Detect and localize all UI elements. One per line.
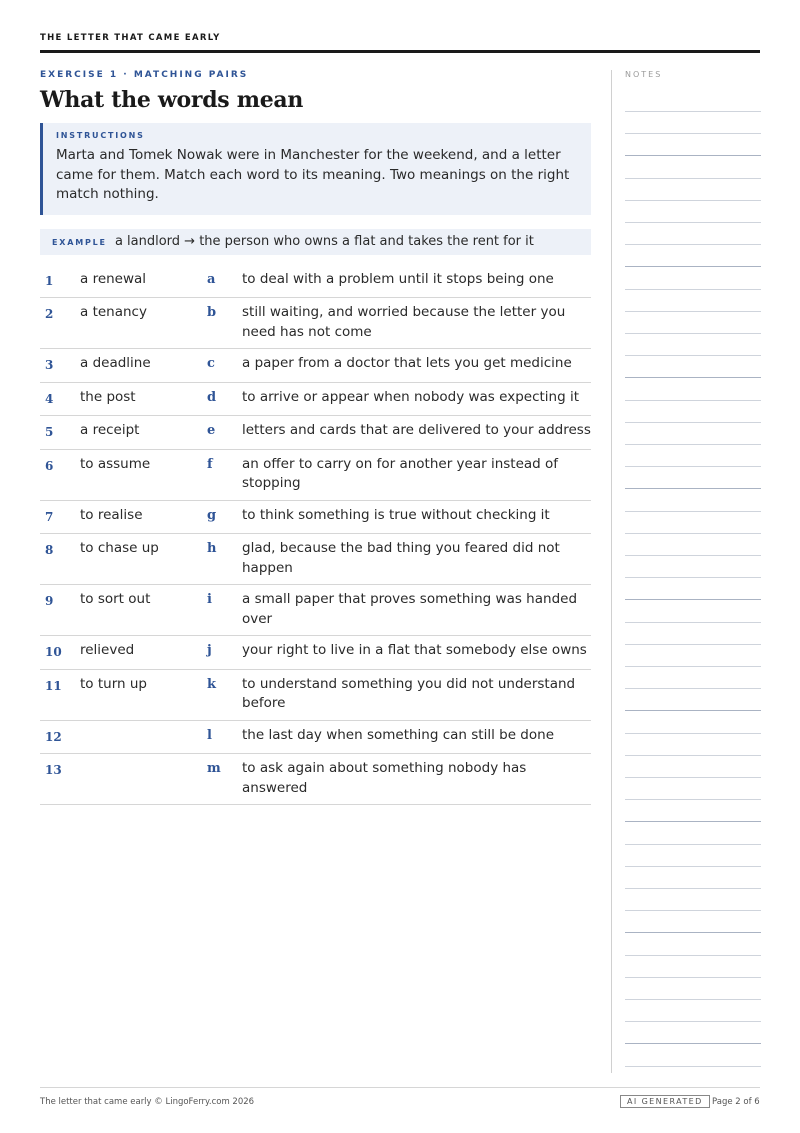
- exercise-eyebrow: EXERCISE 1 · MATCHING PAIRS: [40, 70, 249, 80]
- item-term: a renewal: [80, 270, 147, 287]
- item-number: 10: [45, 645, 62, 659]
- pair-row: [40, 636, 591, 670]
- note-line: [625, 688, 761, 689]
- item-number: 3: [45, 358, 54, 372]
- meaning-letter: l: [207, 727, 212, 743]
- item-term: a receipt: [80, 422, 140, 438]
- note-line: [625, 799, 761, 800]
- note-line: [625, 710, 761, 711]
- book-title: THE LETTER THAT CAME EARLY: [40, 33, 221, 43]
- note-line: [625, 355, 761, 356]
- note-line: [625, 733, 761, 734]
- meaning-text: to deal with a problem until it stops being one: [242, 270, 554, 287]
- note-line: [625, 444, 761, 445]
- item-term: a deadline: [80, 355, 151, 371]
- meaning-letter: a: [207, 271, 216, 287]
- note-line: [625, 311, 761, 312]
- pair-row: [40, 670, 591, 721]
- meaning-letter: f: [207, 456, 213, 472]
- note-line: [625, 377, 761, 378]
- pair-row: [40, 754, 591, 805]
- note-line: [625, 577, 761, 578]
- note-line: [625, 999, 761, 1000]
- pair-row: [40, 721, 591, 755]
- example-box: [40, 229, 591, 255]
- note-line: [625, 422, 761, 423]
- note-line: [625, 488, 761, 489]
- note-line: [625, 400, 761, 401]
- meaning-text: to understand something you did not understand before: [242, 675, 576, 711]
- note-line: [625, 622, 761, 623]
- meaning-letter: e: [207, 423, 216, 438]
- meaning-letter: i: [207, 592, 212, 607]
- instructions-text: Marta and Tomek Nowak were in Manchester for the weekend, and a letter came for them. Match each word to its meaning. Two meanings on the right match nothing.: [56, 147, 570, 202]
- pair-row: [40, 265, 591, 299]
- footer-rule: [40, 1087, 760, 1088]
- meaning-text: to ask again about something nobody has answered: [242, 760, 527, 796]
- note-line: [625, 555, 761, 556]
- note-line: [625, 777, 761, 778]
- pair-row: [40, 349, 591, 383]
- item-number: 11: [45, 678, 62, 693]
- meaning-text: a small paper that proves something was handed over: [242, 591, 578, 627]
- instructions-box: [40, 123, 591, 215]
- note-line: [625, 755, 761, 756]
- note-line: [625, 333, 761, 334]
- instructions-label: INSTRUCTIONS: [56, 131, 145, 140]
- note-line: [625, 1021, 761, 1022]
- item-number: 9: [45, 594, 54, 608]
- item-number: 13: [45, 763, 62, 777]
- pair-row: [40, 501, 591, 535]
- item-term: a tenancy: [80, 304, 147, 320]
- meaning-text: letters and cards that are delivered to your address: [242, 422, 591, 438]
- example-text: a landlord → the person who owns a flat and takes the rent for it: [114, 233, 534, 249]
- item-term: to assume: [80, 455, 151, 472]
- item-number: 6: [45, 458, 54, 473]
- note-line: [625, 1043, 761, 1044]
- page-title: What the words mean: [40, 87, 304, 113]
- meaning-letter: k: [207, 676, 217, 692]
- note-line: [625, 244, 761, 245]
- note-line: [625, 866, 761, 867]
- note-line: [625, 111, 761, 112]
- note-line: [625, 1066, 761, 1067]
- meaning-letter: d: [207, 389, 217, 405]
- item-number: 2: [45, 307, 54, 321]
- meaning-letter: b: [207, 305, 217, 320]
- item-term: to chase up: [80, 540, 159, 556]
- item-number: 4: [45, 391, 54, 406]
- meaning-text: a paper from a doctor that lets you get medicine: [242, 355, 572, 371]
- notes-label: NOTES: [625, 70, 663, 79]
- meaning-letter: j: [207, 643, 212, 658]
- meaning-text: your right to live in a flat that somebody else owns: [242, 642, 587, 658]
- pair-row: [40, 585, 591, 636]
- pair-row: [40, 416, 591, 450]
- meaning-text: to arrive or appear when nobody was expecting it: [242, 388, 579, 405]
- item-number: 5: [45, 425, 54, 439]
- note-line: [625, 533, 761, 534]
- item-term: to realise: [80, 506, 143, 523]
- note-line: [625, 821, 761, 822]
- page-number: Page 2 of 6: [712, 1097, 760, 1107]
- footer-copyright: The letter that came early © LingoFerry.com 2026: [40, 1097, 255, 1107]
- note-line: [625, 977, 761, 978]
- note-line: [625, 155, 761, 156]
- item-term: to sort out: [80, 591, 151, 607]
- note-line: [625, 222, 761, 223]
- pair-row: [40, 534, 591, 585]
- item-number: 8: [45, 543, 54, 557]
- matching-pairs-list: [40, 265, 591, 806]
- meaning-text: still waiting, and worried because the letter you need has not come: [242, 304, 566, 340]
- meaning-text: to think something is true without checking it: [242, 506, 550, 523]
- meaning-letter: c: [207, 356, 215, 371]
- pair-row: [40, 450, 591, 501]
- item-term: the post: [80, 388, 136, 405]
- item-number: 7: [45, 509, 54, 524]
- meaning-text: glad, because the bad thing you feared did not happen: [242, 540, 560, 576]
- note-line: [625, 133, 761, 134]
- note-line: [625, 178, 761, 179]
- note-line: [625, 932, 761, 933]
- note-line: [625, 644, 761, 645]
- note-line: [625, 844, 761, 845]
- note-line: [625, 666, 761, 667]
- meaning-letter: h: [207, 541, 217, 556]
- meaning-text: the last day when something can still be done: [242, 726, 554, 743]
- item-term: relieved: [80, 642, 135, 658]
- note-line: [625, 599, 761, 600]
- pair-row: [40, 298, 591, 349]
- note-line: [625, 955, 761, 956]
- note-line: [625, 289, 761, 290]
- note-line: [625, 200, 761, 201]
- exercise-panel: [40, 70, 591, 805]
- meaning-letter: m: [207, 761, 221, 776]
- note-line: [625, 888, 761, 889]
- note-line: [625, 466, 761, 467]
- note-line: [625, 910, 761, 911]
- item-term: to turn up: [80, 675, 147, 692]
- meaning-text: an offer to carry on for another year instead of stopping: [242, 455, 559, 491]
- item-number: 12: [45, 729, 62, 744]
- ai-generated-badge: AI GENERATED: [620, 1095, 710, 1108]
- pair-row: [40, 383, 591, 417]
- meaning-letter: g: [207, 507, 217, 523]
- notes-column: [611, 70, 761, 1073]
- note-line: [625, 266, 761, 267]
- note-line: [625, 511, 761, 512]
- header-rule: [40, 50, 760, 53]
- example-label: EXAMPLE: [52, 237, 107, 247]
- item-number: 1: [45, 273, 54, 288]
